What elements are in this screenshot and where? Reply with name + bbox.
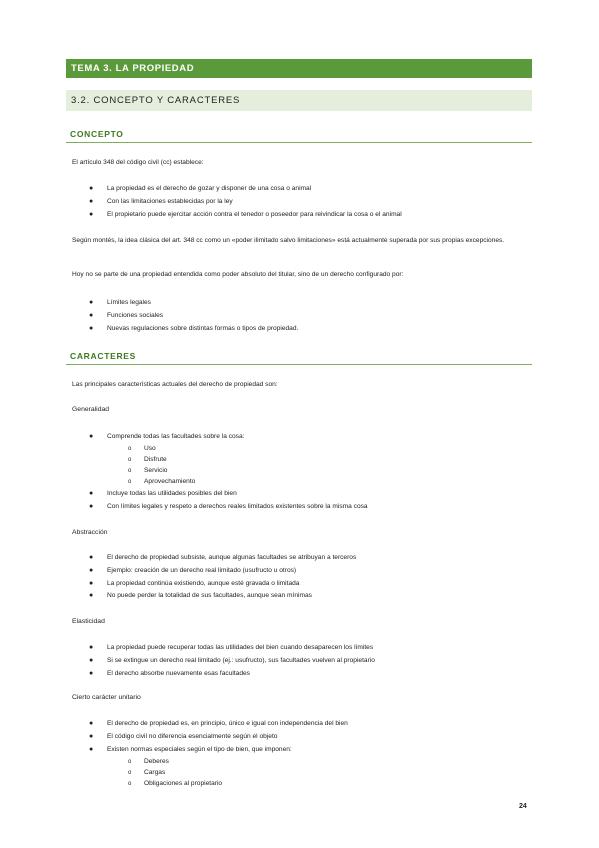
section-header: 3.2. CONCEPTO Y CARACTERES [66, 90, 532, 111]
abstraccion-heading: Abstracción [72, 529, 108, 536]
circle-bullet-icon: o [128, 770, 132, 776]
bullet-icon: ● [89, 198, 94, 205]
list-item: ● Con las limitaciones establecidas por la ley [89, 198, 233, 205]
circle-bullet-icon: o [128, 446, 132, 452]
bullet-icon: ● [89, 592, 94, 599]
unitario-heading: Cierto carácter unitario [72, 694, 141, 701]
list-item: ● No puede perder la totalidad de sus facultades, aunque sean mínimas [89, 592, 312, 599]
sub-list-item: o Uso [128, 445, 156, 452]
bullet-icon: ● [89, 580, 94, 587]
bullet-icon: ● [89, 554, 94, 561]
bullet-icon: ● [89, 720, 94, 727]
sub-list-item: o Deberes [128, 758, 169, 765]
list-item: ● Funciones sociales [89, 312, 164, 319]
circle-bullet-icon: o [128, 479, 132, 485]
concepto-paragraph: Hoy no se parte de una propiedad entendida como poder absoluto del titular, sino de un derecho configurado por: [72, 271, 404, 278]
list-item: ● El derecho de propiedad es, en principio, único e igual con independencia del bien [89, 720, 348, 727]
circle-bullet-icon: o [128, 457, 132, 463]
caracteres-heading: CARACTERES [66, 349, 532, 365]
sub-list-item: o Aprovechamiento [128, 478, 196, 485]
bullet-icon: ● [89, 503, 94, 510]
list-item: ● Existen normas especiales según el tipo de bien, que imponen: [89, 746, 292, 753]
bullet-icon: ● [89, 644, 94, 651]
sub-list-item: o Disfrute [128, 456, 167, 463]
tema-header: TEMA 3. LA PROPIEDAD [66, 59, 532, 78]
caracteres-intro: Las principales características actuales del derecho de propiedad son: [72, 381, 278, 388]
sub-list-item: o Obligaciones al propietario [128, 780, 223, 787]
list-item: ● Nuevas regulaciones sobre distintas formas o tipos de propiedad. [89, 325, 299, 332]
bullet-icon: ● [89, 211, 94, 218]
sub-list-item: o Servicio [128, 467, 168, 474]
bullet-icon: ● [89, 185, 94, 192]
circle-bullet-icon: o [128, 759, 132, 765]
bullet-icon: ● [89, 657, 94, 664]
concepto-paragraph: Según montés, la idea clásica del art. 348 cc como un «poder ilimitado salvo limitaciones» está actualmente superada por sus propias excepciones. [72, 237, 505, 244]
bullet-icon: ● [89, 299, 94, 306]
page-number: 24 [519, 803, 527, 810]
circle-bullet-icon: o [128, 468, 132, 474]
list-item: ● Incluye todas las utilidades posibles del bien [89, 490, 237, 497]
list-item: ● Con límites legales y respeto a derechos reales limitados existentes sobre la misma cosa [89, 503, 368, 510]
list-item: ● El derecho absorbe nuevamente esas facultades [89, 670, 250, 677]
bullet-icon: ● [89, 733, 94, 740]
bullet-icon: ● [89, 670, 94, 677]
concepto-heading: CONCEPTO [66, 127, 532, 143]
list-item: ● La propiedad es el derecho de gozar y disponer de una cosa o animal [89, 185, 312, 192]
list-item: ● Límites legales [89, 299, 151, 306]
circle-bullet-icon: o [128, 781, 132, 787]
list-item: ● El derecho de propiedad subsiste, aunque algunas facultades se atribuyan a terceros [89, 554, 357, 561]
list-item: ● Si se extingue un derecho real limitado (ej.: usufructo), sus facultades vuelven al propietario [89, 657, 375, 664]
generalidad-heading: Generalidad [72, 406, 110, 413]
concepto-intro: El artículo 348 del código civil (cc) establece: [72, 159, 204, 166]
bullet-icon: ● [89, 312, 94, 319]
sub-list-item: o Cargas [128, 769, 166, 776]
list-item: ● Ejemplo: creación de un derecho real limitado (usufructo u otros) [89, 567, 297, 574]
bullet-icon: ● [89, 567, 94, 574]
list-item: ● El código civil no diferencia esencialmente según el objeto [89, 733, 278, 740]
bullet-icon: ● [89, 746, 94, 753]
bullet-icon: ● [89, 433, 94, 440]
bullet-icon: ● [89, 325, 94, 332]
list-item: ● La propiedad continúa existiendo, aunque esté gravada o limitada [89, 580, 300, 587]
list-item: ● Comprende todas las facultades sobre la cosa: [89, 433, 245, 440]
list-item: ● El propietario puede ejercitar acción contra el tenedor o poseedor para reivindicar la cosa o el animal [89, 211, 402, 218]
bullet-icon: ● [89, 490, 94, 497]
list-item: ● La propiedad puede recuperar todas las utilidades del bien cuando desaparecen los límites [89, 644, 374, 651]
elasticidad-heading: Elasticidad [72, 618, 105, 625]
